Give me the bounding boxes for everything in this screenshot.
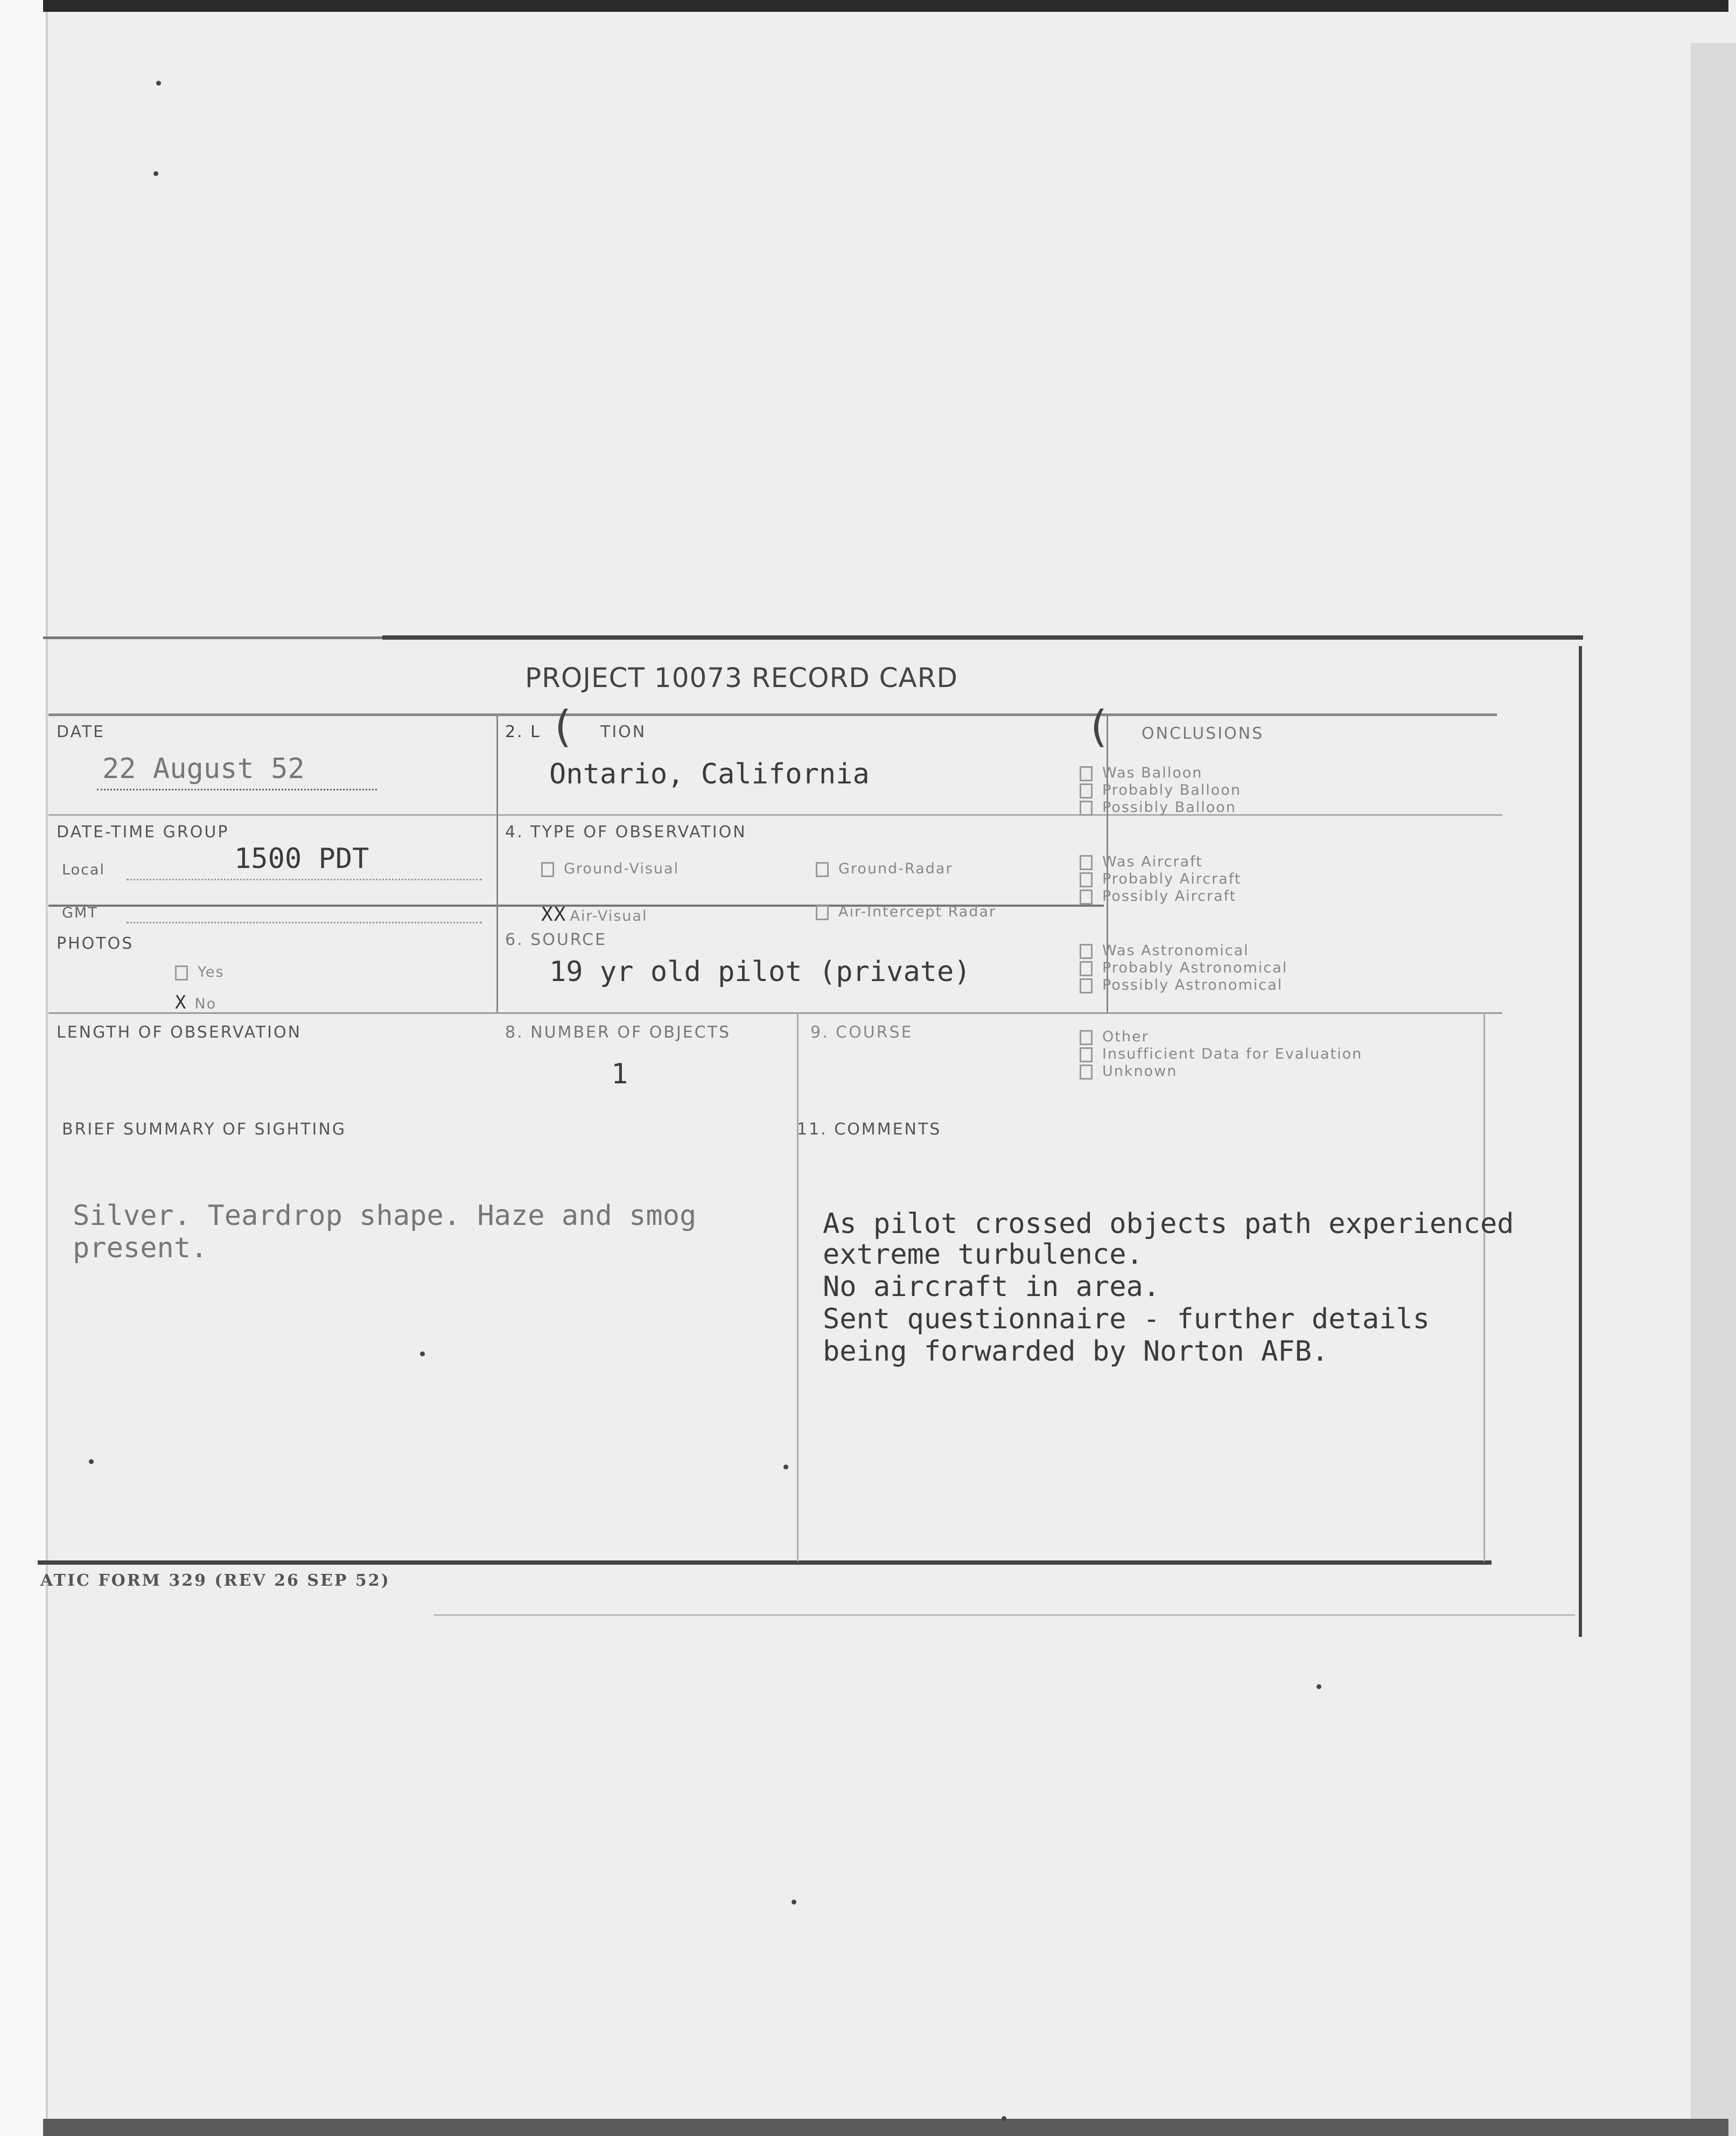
photos-label: PHOTOS bbox=[57, 934, 134, 953]
checkbox[interactable] bbox=[1080, 855, 1093, 870]
checkbox[interactable] bbox=[1080, 1065, 1093, 1080]
conclusion-possibly-balloon[interactable]: Possibly Balloon bbox=[1080, 799, 1236, 816]
date-label: DATE bbox=[57, 723, 106, 741]
conclusion-probably-astronomical[interactable]: Probably Astronomical bbox=[1080, 960, 1287, 976]
form-title: PROJECT 10073 RECORD CARD bbox=[525, 662, 958, 694]
number-of-objects-label: 8. NUMBER OF OBJECTS bbox=[505, 1023, 731, 1042]
col-divider-4 bbox=[1483, 1012, 1485, 1561]
date-time-group-label: DATE-TIME GROUP bbox=[57, 823, 229, 842]
dust-speck bbox=[420, 1351, 425, 1356]
card-punch-hole-right: ( bbox=[1090, 702, 1108, 752]
conclusion-other[interactable]: Other bbox=[1080, 1028, 1149, 1045]
checkbox[interactable] bbox=[541, 862, 554, 877]
conclusion-insufficient-data[interactable]: Insufficient Data for Evaluation bbox=[1080, 1046, 1362, 1062]
summary-label: BRIEF SUMMARY OF SIGHTING bbox=[62, 1120, 347, 1139]
comments-line-5: being forwarded by Norton AFB. bbox=[823, 1335, 1329, 1368]
dust-speck bbox=[89, 1459, 94, 1464]
dust-speck bbox=[783, 1465, 788, 1469]
checkbox[interactable] bbox=[1080, 944, 1093, 959]
checkbox[interactable] bbox=[1080, 890, 1093, 905]
record-card bbox=[38, 635, 1588, 1631]
gmt-label: GMT bbox=[62, 905, 98, 921]
form-number-footer: ATIC FORM 329 (REV 26 SEP 52) bbox=[40, 1571, 390, 1590]
air-visual-option[interactable]: XX Air-Visual bbox=[541, 904, 648, 926]
photos-no-checkmark: X bbox=[175, 992, 187, 1013]
summary-line-1: Silver. Teardrop shape. Haze and smog bbox=[73, 1200, 697, 1232]
checkbox[interactable] bbox=[816, 862, 829, 877]
dust-speck bbox=[1317, 1684, 1321, 1689]
photos-no-option[interactable]: X No bbox=[175, 992, 217, 1013]
comments-label: 11. COMMENTS bbox=[797, 1120, 942, 1139]
card-bottom-rule bbox=[38, 1560, 1492, 1565]
dust-speck bbox=[153, 171, 158, 176]
checkbox[interactable] bbox=[1080, 978, 1093, 993]
scan-border-bottom bbox=[43, 2119, 1728, 2136]
card-top-rule bbox=[382, 635, 1583, 640]
conclusion-was-balloon[interactable]: Was Balloon bbox=[1080, 765, 1202, 781]
checkbox[interactable] bbox=[1080, 961, 1093, 976]
col-divider-3 bbox=[797, 1012, 799, 1561]
length-of-observation-label: LENGTH OF OBSERVATION bbox=[57, 1023, 302, 1042]
ground-radar-option[interactable]: Ground-Radar bbox=[816, 860, 953, 877]
card-bottom-edge bbox=[433, 1614, 1575, 1616]
course-label: 9. COURSE bbox=[810, 1023, 913, 1042]
comments-line-4: Sent questionnaire - further details bbox=[823, 1303, 1430, 1335]
date-value: 22 August 52 bbox=[102, 753, 305, 785]
location-value: Ontario, California bbox=[549, 758, 870, 790]
dust-speck bbox=[156, 81, 161, 86]
comments-line-1: As pilot crossed objects path experienced bbox=[823, 1208, 1514, 1240]
checkbox[interactable] bbox=[1080, 1047, 1093, 1062]
conclusions-label: ONCLUSIONS bbox=[1142, 724, 1264, 743]
checkbox[interactable] bbox=[1080, 783, 1093, 799]
conclusion-unknown[interactable]: Unknown bbox=[1080, 1063, 1177, 1080]
checkbox[interactable] bbox=[816, 905, 829, 920]
checkbox[interactable] bbox=[175, 965, 188, 981]
local-time-line bbox=[127, 879, 482, 880]
location-label-prefix: 2. L bbox=[505, 723, 541, 741]
dust-speck bbox=[792, 1900, 796, 1904]
header-rule bbox=[48, 713, 1497, 716]
source-label: 6. SOURCE bbox=[505, 930, 607, 949]
conclusion-probably-balloon[interactable]: Probably Balloon bbox=[1080, 782, 1241, 799]
gmt-line bbox=[127, 922, 482, 923]
comments-line-3: No aircraft in area. bbox=[823, 1271, 1160, 1303]
number-of-objects-value: 1 bbox=[611, 1058, 628, 1090]
checkbox[interactable] bbox=[1080, 1030, 1093, 1045]
conclusion-was-astronomical[interactable]: Was Astronomical bbox=[1080, 942, 1249, 959]
checkbox[interactable] bbox=[1080, 801, 1093, 816]
ground-visual-option[interactable]: Ground-Visual bbox=[541, 860, 679, 877]
conclusion-probably-aircraft[interactable]: Probably Aircraft bbox=[1080, 871, 1241, 887]
row-rule-2 bbox=[48, 814, 1502, 816]
conclusion-possibly-aircraft[interactable]: Possibly Aircraft bbox=[1080, 888, 1236, 905]
checkbox[interactable] bbox=[1080, 766, 1093, 781]
observation-type-label: 4. TYPE OF OBSERVATION bbox=[505, 823, 747, 842]
conclusion-was-aircraft[interactable]: Was Aircraft bbox=[1080, 853, 1203, 870]
photos-yes-option[interactable]: Yes bbox=[175, 964, 225, 981]
local-time-label: Local bbox=[62, 862, 105, 878]
summary-line-2: present. bbox=[73, 1232, 208, 1264]
date-underline bbox=[97, 789, 377, 790]
card-top-rule-left bbox=[43, 636, 388, 639]
air-intercept-radar-option[interactable]: Air-Intercept Radar bbox=[816, 904, 996, 920]
checkbox[interactable] bbox=[1080, 872, 1093, 887]
card-punch-hole-left: ( bbox=[555, 702, 572, 752]
air-visual-checkmark: XX bbox=[541, 904, 567, 926]
scan-border-right bbox=[1691, 43, 1736, 2136]
location-label-suffix: TION bbox=[600, 723, 647, 741]
row-rule-4 bbox=[48, 1012, 1502, 1014]
comments-line-2: extreme turbulence. bbox=[823, 1238, 1143, 1271]
source-value: 19 yr old pilot (private) bbox=[549, 956, 971, 988]
card-right-edge bbox=[1579, 646, 1582, 1637]
conclusion-possibly-astronomical[interactable]: Possibly Astronomical bbox=[1080, 977, 1283, 993]
scan-border-top bbox=[43, 0, 1728, 12]
dust-speck bbox=[1002, 2116, 1006, 2121]
local-time-value: 1500 PDT bbox=[234, 843, 369, 875]
col-divider-1 bbox=[496, 716, 498, 1012]
